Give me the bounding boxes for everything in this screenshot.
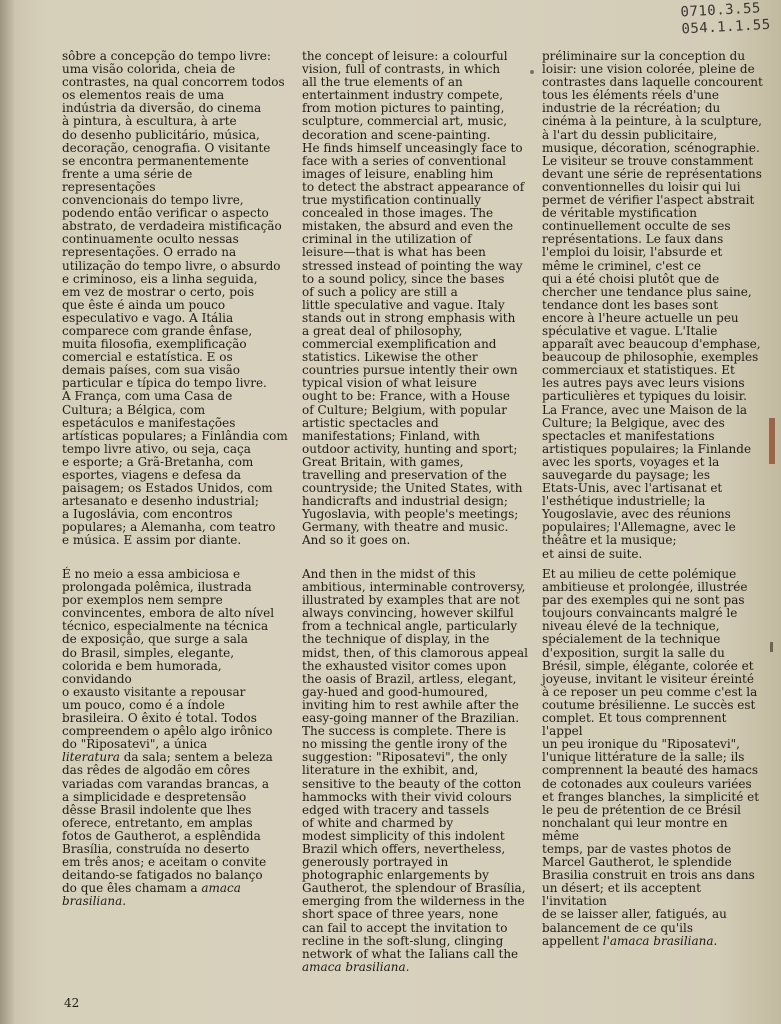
page-binding-shadow bbox=[0, 0, 14, 1024]
english-italic-amaca: amaca brasiliana. bbox=[302, 959, 410, 974]
page-edge-mark bbox=[769, 418, 775, 464]
page-edge-mark-small bbox=[770, 642, 773, 652]
french-column-bottom bbox=[542, 568, 768, 948]
portuguese-column-top: sôbre a concepção do tempo livre: uma visão colorida, cheia de contrastes, na qual concorrem todos os elementos reais de uma indústria da diversão, do cinema à pintura, à escultura, à arte do desenho publicitário, música, decoração, cenografia. O visitante se encontra permanentemente frente a uma série de representações convencionais do tempo livre, podendo então verificar o aspecto abstrato, de verdadeira mistificação continuamente oculto nessas representações. O errado na utilização do tempo livre, o absurdo e criminoso, eis a linha seguida, em vez de mostrar o certo, pois que êste é ainda um pouco especulativo e vago. A Itália comparece com grande ênfase, muita filosofia, exemplificação comercial e estatística. E os demais países, com sua visão particular e típica do tempo livre. A França, com uma Casa de Cultura; a Bélgica, com espetáculos e manifestações artísticas populares; a Finlândia com tempo livre ativo, ou seja, caça e esporte; a Grã-Bretanha, com esportes, viagens e defesa da paisagem; os Estados Unidos, com artesanato e desenho industrial; a Iugoslávia, com encontros populares; a Alemanha, com teatro e música. E assim por diante. bbox=[62, 49, 288, 548]
portuguese-italic-literatura: literatura bbox=[62, 750, 120, 765]
portuguese-italic-amaca: amaca brasiliana. bbox=[62, 881, 241, 909]
bullet-mark bbox=[530, 70, 534, 74]
english-column-bottom bbox=[302, 568, 528, 974]
stamp-line-1: 0710.3.55 bbox=[680, 0, 762, 21]
page-number: 42 bbox=[64, 996, 80, 1010]
stamp-line-2: 054.1.1.55 bbox=[681, 16, 772, 38]
english-bottom-text: And then in the midst of this ambitious, interminable controversy, illustrated by examples that are not always convincing, however skilful from a technical angle, particularly the technique of display, in the midst, then, of this clamorous appeal the exhausted visitor comes upon the oasis of Brazil, artless, elegant, gay-hued and good-humoured, inviting him to rest awhile after the easy-going manner of the Brazilian. The success is complete. There is no missing the gentle irony of the suggestion: "Riposatevi", the only literature in the exhibit, and, sensitive to the beauty of the cotton hammocks with their vivid colours edged with tracery and tassels of white and charmed by modest simplicity of this indolent Brazil which offers, nevertheless, generously portrayed in photographic enlargements by Gautherot, the splendour of Brasília, emerging from the wilderness in the short space of three years, none can fail to accept the invitation to recline in the soft-slung, clinging network of what the Ialians call the bbox=[302, 567, 528, 961]
portuguese-bottom-text: É no meio a essa ambiciosa e prolongada polêmica, ilustrada por exemplos nem sempre convincentes, embora de alto nível técnico, especialmente na técnica de exposição, que surge a sala do Brasil, simples, elegante, colorida e bem humorada, convidando o exausto visitante a repousar um pouco, como é a índole brasileira. O êxito é total. Todos compreendem o apêlo algo irônico do "Riposatevi", a única bbox=[62, 567, 275, 752]
english-column-top: the concept of leisure: a colourful vision, full of contrasts, in which all the true elements of an entertainment industry compete, from motion pictures to painting, sculpture, commercial art, music, decoration and scene-painting. He finds himself unceasingly face to face with a series of conventional images of leisure, enabling him to detect the abstract appearance of true mystification continually concealed in those images. The mistaken, the absurd and even the criminal in the utilization of leisure—that is what has been stressed instead of pointing the way to a sound policy, since the bases of such a policy are still a little speculative and vague. Italy stands out in strong emphasis with a great deal of philosophy, commercial exemplification and statistics. Likewise the other countries pursue intently their own typical vision of what leisure ought to be: France, with a House of Culture; Belgium, with popular artistic spectacles and manifestations; Finland, with outdoor activity, hunting and sport; Great Britain, with games, travelling and preservation of the countryside; the United States, with handicrafts and industrial design; Yugoslavia, with people's meetings; Germany, with theatre and music. And so it goes on. bbox=[302, 49, 525, 548]
portuguese-column-bottom bbox=[62, 568, 288, 908]
portuguese-bottom-text-mid: da sala; sentem a beleza das rêdes de algodão em côres variadas com varandas brancas, a a simplicidade e despretensão dêsse Brasil indolente que lhes oferece, entretanto, em amplas fotos de Gautherot, a esplêndida Brasília, construída no deserto em três anos; e aceitam o convite deitando-se fatigados no balanço do que êles chamam a bbox=[62, 750, 273, 896]
archive-stamp bbox=[680, 0, 778, 38]
french-bottom-text: Et au milieu de cette polémique ambitieuse et prolongée, illustrée par des exemples qui ne sont pas toujours convaincants malgré le niveau élevé de la technique, spécialement de la technique d'exposition, surgit la salle du Brésil, simple, élégante, colorée et joyeuse, invitant le visiteur éreinté à ce reposer un peu comme c'est la coutume brésilienne. Le succès est complet. Et tous comprennent l'appel un peu ironique du "Riposatevi", l'unique littérature de la salle; ils comprennent la beauté des hamacs de cotonades aux couleurs variées et franges blanches, la simplicité et le peu de prétention de ce Brésil nonchalant qui leur montre en même temps, par de vastes photos de Marcel Gautherot, le splendide Brasilia construit en trois ans dans un désert; et ils acceptent l'invitation de se laisser aller, fatigués, au balancement de ce qu'ils appellent bbox=[542, 567, 760, 948]
french-column-top: préliminaire sur la conception du loisir: une vision colorée, pleine de contrastes dans laquelle concourent tous les éléments réels d'une industrie de la récréation; du cinéma à la peinture, à la sculpture, à l'art du dessin publicitaire, musique, décoration, scénographie. Le visiteur se trouve constamment devant une série de représentations conventionnelles du loisir qui lui permet de vérifier l'aspect abstrait de véritable mystification continuellement occulte de ses représentations. Le faux dans l'emploi du loisir, l'absurde et même le criminel, c'est ce qui a été choisi plutôt que de chercher une tendance plus saine, tendance dont les bases sont encore à l'heure actuelle un peu spéculative et vague. L'Italie apparaît avec beaucoup d'emphase, beaucoup de philosophie, exemples commerciaux et statistiques. Et les autres pays avec leurs visions particulières et typiques du loisir. La France, avec une Maison de la Culture; la Belgique, avec des spectacles et manifestations artistiques populaires; la Finlande avec les sports, voyages et la sauvegarde du paysage; les Etats-Unis, avec l'artisanat et l'esthétique industrielle; la Yougoslavie, avec des réunions populaires; l'Allemagne, avec le théâtre et la musique; et ainsi de suite. bbox=[542, 49, 763, 561]
french-italic-amaca: l'amaca brasiliana. bbox=[602, 933, 718, 948]
